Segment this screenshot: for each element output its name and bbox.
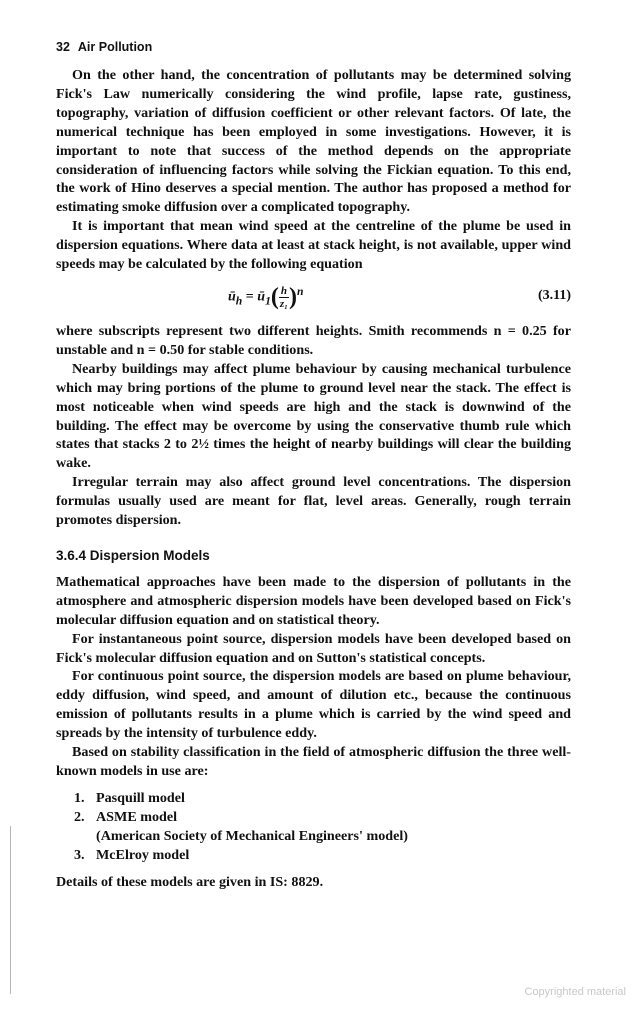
equation-lhs-subscript: h: [235, 294, 243, 308]
list-item-number: 2.: [74, 808, 85, 825]
equation-number: (3.11): [537, 287, 571, 303]
list-item-number: 1.: [74, 789, 85, 806]
paragraph-closing: Details of these models are given in IS: 8829.: [56, 873, 324, 890]
paragraph-stability-classification: Based on stability classification in the field of atmospheric diffusion the three well-known models in use are:: [56, 744, 571, 779]
paragraph-mean-wind-speed: It is important that mean wind speed at the centreline of the plume be used in dispersion equations. Where data at least at stack height, is not available, upper wind speeds may be calculated by the following equation: [56, 218, 571, 273]
list-item-label: McElroy model: [96, 846, 190, 863]
paragraph-continuous-source: For continuous point source, the dispersion models are based on plume behaviour, eddy diffusion, wind speed, and amount of dilution etc., because the continuous emission of pollutants results in a plume which is carried by the wind speed and spreads by the intensity of turbulence eddy.: [56, 668, 571, 742]
list-item-label: Pasquill model: [96, 789, 185, 806]
running-title: Air Pollution: [77, 40, 153, 54]
list-item-subtitle: (American Society of Mechanical Engineers' model): [96, 827, 408, 844]
list-item: [74, 846, 571, 865]
equation-rhs-subscript: 1: [265, 294, 271, 308]
models-list: [56, 789, 571, 865]
equation-rhs: ū: [257, 289, 266, 305]
equation-numerator: h: [280, 284, 288, 297]
list-item: [74, 789, 571, 808]
list-item: [74, 808, 571, 846]
paragraph-irregular-terrain: Irregular terrain may also affect ground level concentrations. The dispersion formulas usually used are meant for flat, level areas. Generally, rough terrain promotes dispersion.: [56, 474, 571, 529]
equation-formula: [228, 284, 304, 311]
copyright-watermark: Copyrighted material: [524, 986, 626, 998]
list-item-number: 3.: [74, 846, 85, 863]
margin-rule: [10, 826, 11, 994]
page-number: 32: [56, 40, 70, 54]
paragraph-numerical-methods: On the other hand, the concentration of pollutants may be determined solving Fick's Law numerically considering the wind profile, lapse rate, gustiness, topography, variation of diffusion coefficient or other relevant factors. Of late, the numerical technique has been employed in some investigations. However, it is important to note that success of the method depends on the appropriate consideration of influencing factors while solving the Fickian equation. To this end, the work of Hino deserves a special mention. The author has proposed a method for estimating smoke diffusion over a complicated topography.: [56, 67, 571, 216]
paragraph-mathematical-approaches: Mathematical approaches have been made to the dispersion of pollutants in the atmosphere and atmospheric dispersion models have been developed based on Fick's molecular diffusion equation and on statistical theory.: [56, 573, 571, 628]
equation-3-11: [56, 280, 571, 314]
section-heading: 3.6.4 Dispersion Models: [56, 547, 210, 563]
list-item-label: ASME model: [96, 808, 178, 825]
equation-equals: =: [245, 289, 254, 305]
equation-denominator: z₁: [279, 297, 289, 310]
running-head: [56, 40, 571, 54]
equation-exponent: n: [297, 285, 304, 299]
paragraph-subscripts: where subscripts represent two different heights. Smith recommends n = 0.25 for unstable and n = 0.50 for stable conditions.: [56, 322, 571, 358]
equation-close-paren: ): [289, 283, 298, 310]
equation-lhs: ū: [228, 289, 236, 305]
paragraph-nearby-buildings: Nearby buildings may affect plume behaviour by causing mechanical turbulence which may bring portions of the plume to ground level near the stack. The effect is most noticeable when wind speeds are high and the stack is downwind of the building. The effect may be overcome by using the conservative thumb rule which states that stacks 2 to 2½ times the height of nearby buildings will clear the building wake.: [56, 360, 571, 472]
equation-fraction: [279, 285, 289, 310]
paragraph-instantaneous-source: For instantaneous point source, dispersion models have been developed based on Fick's molecular diffusion equation and on Sutton's statistical concepts.: [56, 630, 571, 666]
equation-open-paren: (: [270, 283, 279, 310]
book-page: [56, 40, 571, 891]
